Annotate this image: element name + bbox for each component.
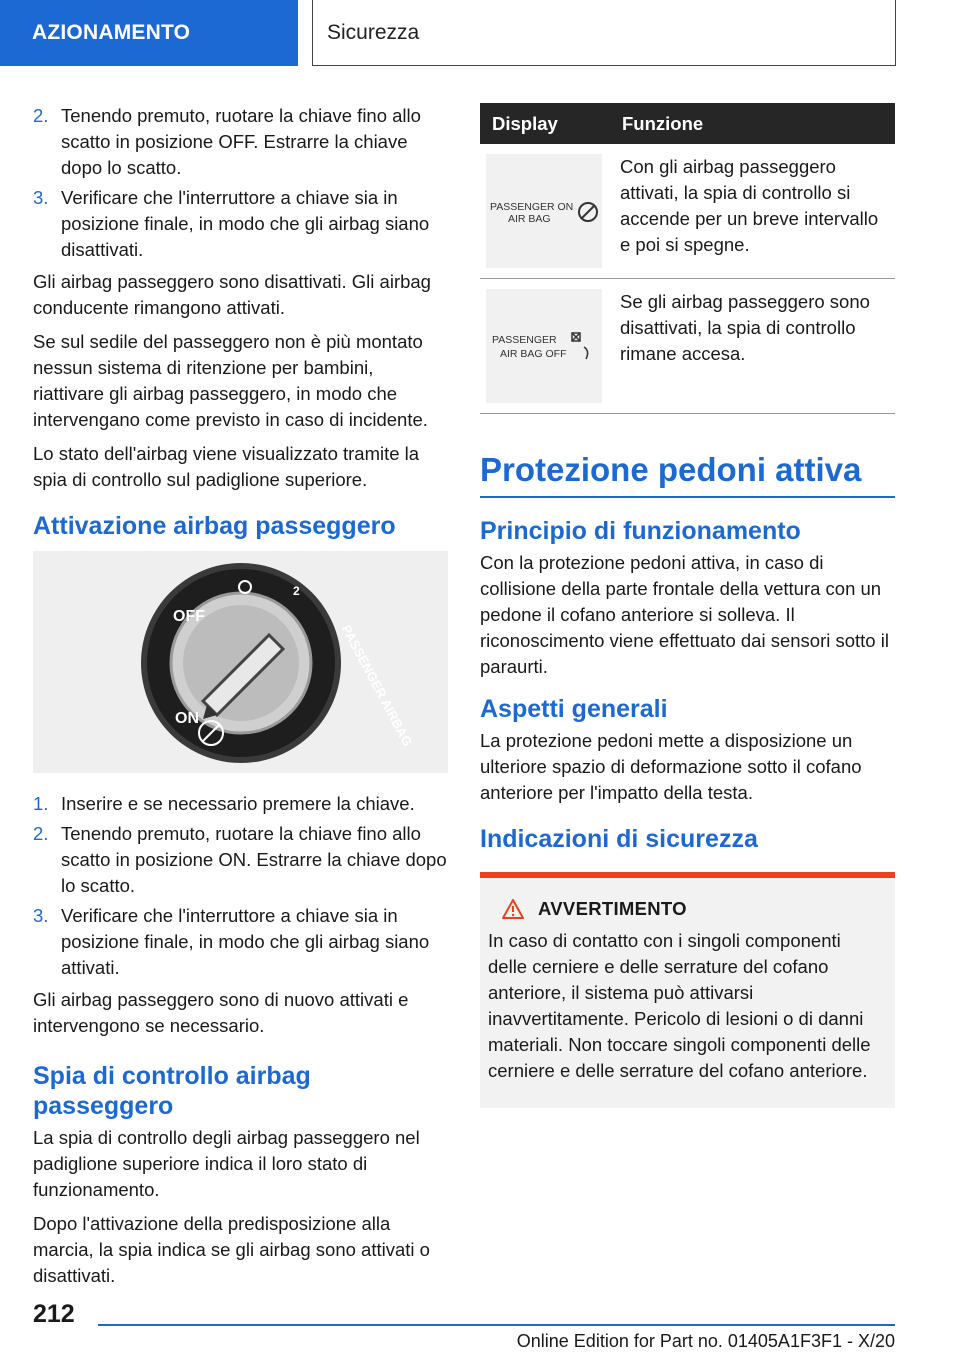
airbag-off-lamp-icon: [486, 289, 602, 403]
svg-text:PASSENGER ON: PASSENGER ON: [490, 201, 574, 213]
key-switch-icon: [133, 559, 416, 765]
edition-note: Online Edition for Part no. 01405A1F3F1 - X/20: [516, 1331, 895, 1351]
airbag-on-lamp-icon: [486, 154, 602, 268]
heading-general: Aspetti generali: [480, 695, 668, 723]
key-switch-illustration: [33, 551, 448, 773]
steps-activate: [33, 791, 448, 981]
paragraph: Gli airbag passeggero sono di nuovo attivati e intervengono se necessario.: [33, 989, 409, 1036]
steps-deactivate: [33, 103, 448, 263]
heading-pedestrian-protection: Protezione pedoni attiva: [480, 450, 895, 498]
section-tab[interactable]: AZIONAMENTO: [0, 0, 298, 66]
list-item: 2. Tenendo premuto, ruotare la chiave fino allo scatto in posizione ON. Estrarre la chiave dopo lo scatto.: [33, 823, 447, 896]
right-column: [480, 103, 895, 1108]
paragraph: Gli airbag passeggero sono disattivati. Gli airbag conducente rimangono attivati.: [33, 271, 431, 318]
svg-text:2: 2: [293, 584, 300, 598]
warning-triangle-icon: [502, 899, 524, 919]
page-number: 212: [33, 1300, 75, 1328]
airbag-off-lamp: [486, 289, 602, 403]
warning-text: In caso di contatto con i singoli componenti delle cerniere e delle serrature del cofano anteriore, il sistema può attivarsi inavvertitamente. Pericolo di lesioni o di danni materiali. Non toccare singoli componenti delle cerniere e delle serrature del cofano anteriore.: [488, 930, 871, 1081]
paragraph: Dopo l'attivazione della predisposizione alla marcia, la spia indica se gli airbag sono attivati o disattivati.: [33, 1213, 430, 1286]
function-text: Se gli airbag passeggero sono disattivati, la spia di controllo rimane accesa.: [610, 279, 895, 414]
heading-principle: Principio di funzionamento: [480, 517, 801, 545]
svg-text:PASSENGER AIRBAG: PASSENGER AIRBAG: [338, 622, 416, 749]
warning-box: [480, 872, 895, 1108]
column-header-function: Funzione: [610, 103, 895, 144]
paragraph: Lo stato dell'airbag viene visualizzato tramite la spia di controllo sul padiglione superiore.: [33, 443, 420, 490]
paragraph: La spia di controllo degli airbag passeggero nel padiglione superiore indica il loro stato di funzionamento.: [33, 1127, 420, 1200]
function-text: Con gli airbag passeggero attivati, la spia di controllo si accende per un breve intervallo e poi si spegne.: [610, 144, 895, 279]
chapter-title: Sicurezza: [312, 0, 896, 66]
display-table: [480, 103, 895, 414]
heading-activation: Attivazione airbag passeggero: [33, 512, 396, 540]
paragraph: Se sul sedile del passeggero non è più montato nessun sistema di ritenzione per bambini, riattivare gli airbag passeggero, in modo che intervengano come previsto in caso di incidente.: [33, 331, 428, 430]
heading-lamp: Spia di controllo airbag passeggero: [33, 1062, 311, 1120]
list-item: 2. Tenendo premuto, ruotare la chiave fino allo scatto in posizione OFF. Estrarre la chiave dopo lo scatto.: [33, 105, 421, 178]
paragraph: Con la protezione pedoni attiva, in caso di collisione della parte frontale della vettura con un pedone il cofano anteriore si solleva. Il riconoscimento viene effettuato dai sensori sotto il paraurti.: [480, 552, 889, 677]
svg-text:PASSENGER: PASSENGER: [492, 334, 557, 346]
footer-divider: [98, 1324, 895, 1326]
svg-text:ON: ON: [175, 710, 199, 727]
column-header-display: Display: [480, 103, 610, 144]
svg-text:AIR BAG: AIR BAG: [508, 213, 551, 225]
warning-title: AVVERTIMENTO: [488, 898, 883, 920]
list-item: 3. Verificare che l'interruttore a chiave sia in posizione finale, in modo che gli airbag siano disattivati.: [33, 187, 430, 260]
list-item: 3. Verificare che l'interruttore a chiave sia in posizione finale, in modo che gli airbag siano attivati.: [33, 905, 430, 978]
svg-text:AIR BAG OFF: AIR BAG OFF: [500, 348, 567, 360]
heading-safety: Indicazioni di sicurezza: [480, 825, 758, 853]
table-row: [480, 144, 895, 279]
list-item: 1. Inserire e se necessario premere la chiave.: [33, 793, 415, 814]
left-column: [33, 103, 448, 1297]
svg-text:OFF: OFF: [173, 608, 205, 625]
airbag-on-lamp: [486, 154, 602, 268]
table-row: [480, 279, 895, 414]
page-header: [0, 0, 960, 66]
paragraph: La protezione pedoni mette a disposizione un ulteriore spazio di deformazione sotto il cofano anteriore per l'impatto della testa.: [480, 730, 862, 803]
